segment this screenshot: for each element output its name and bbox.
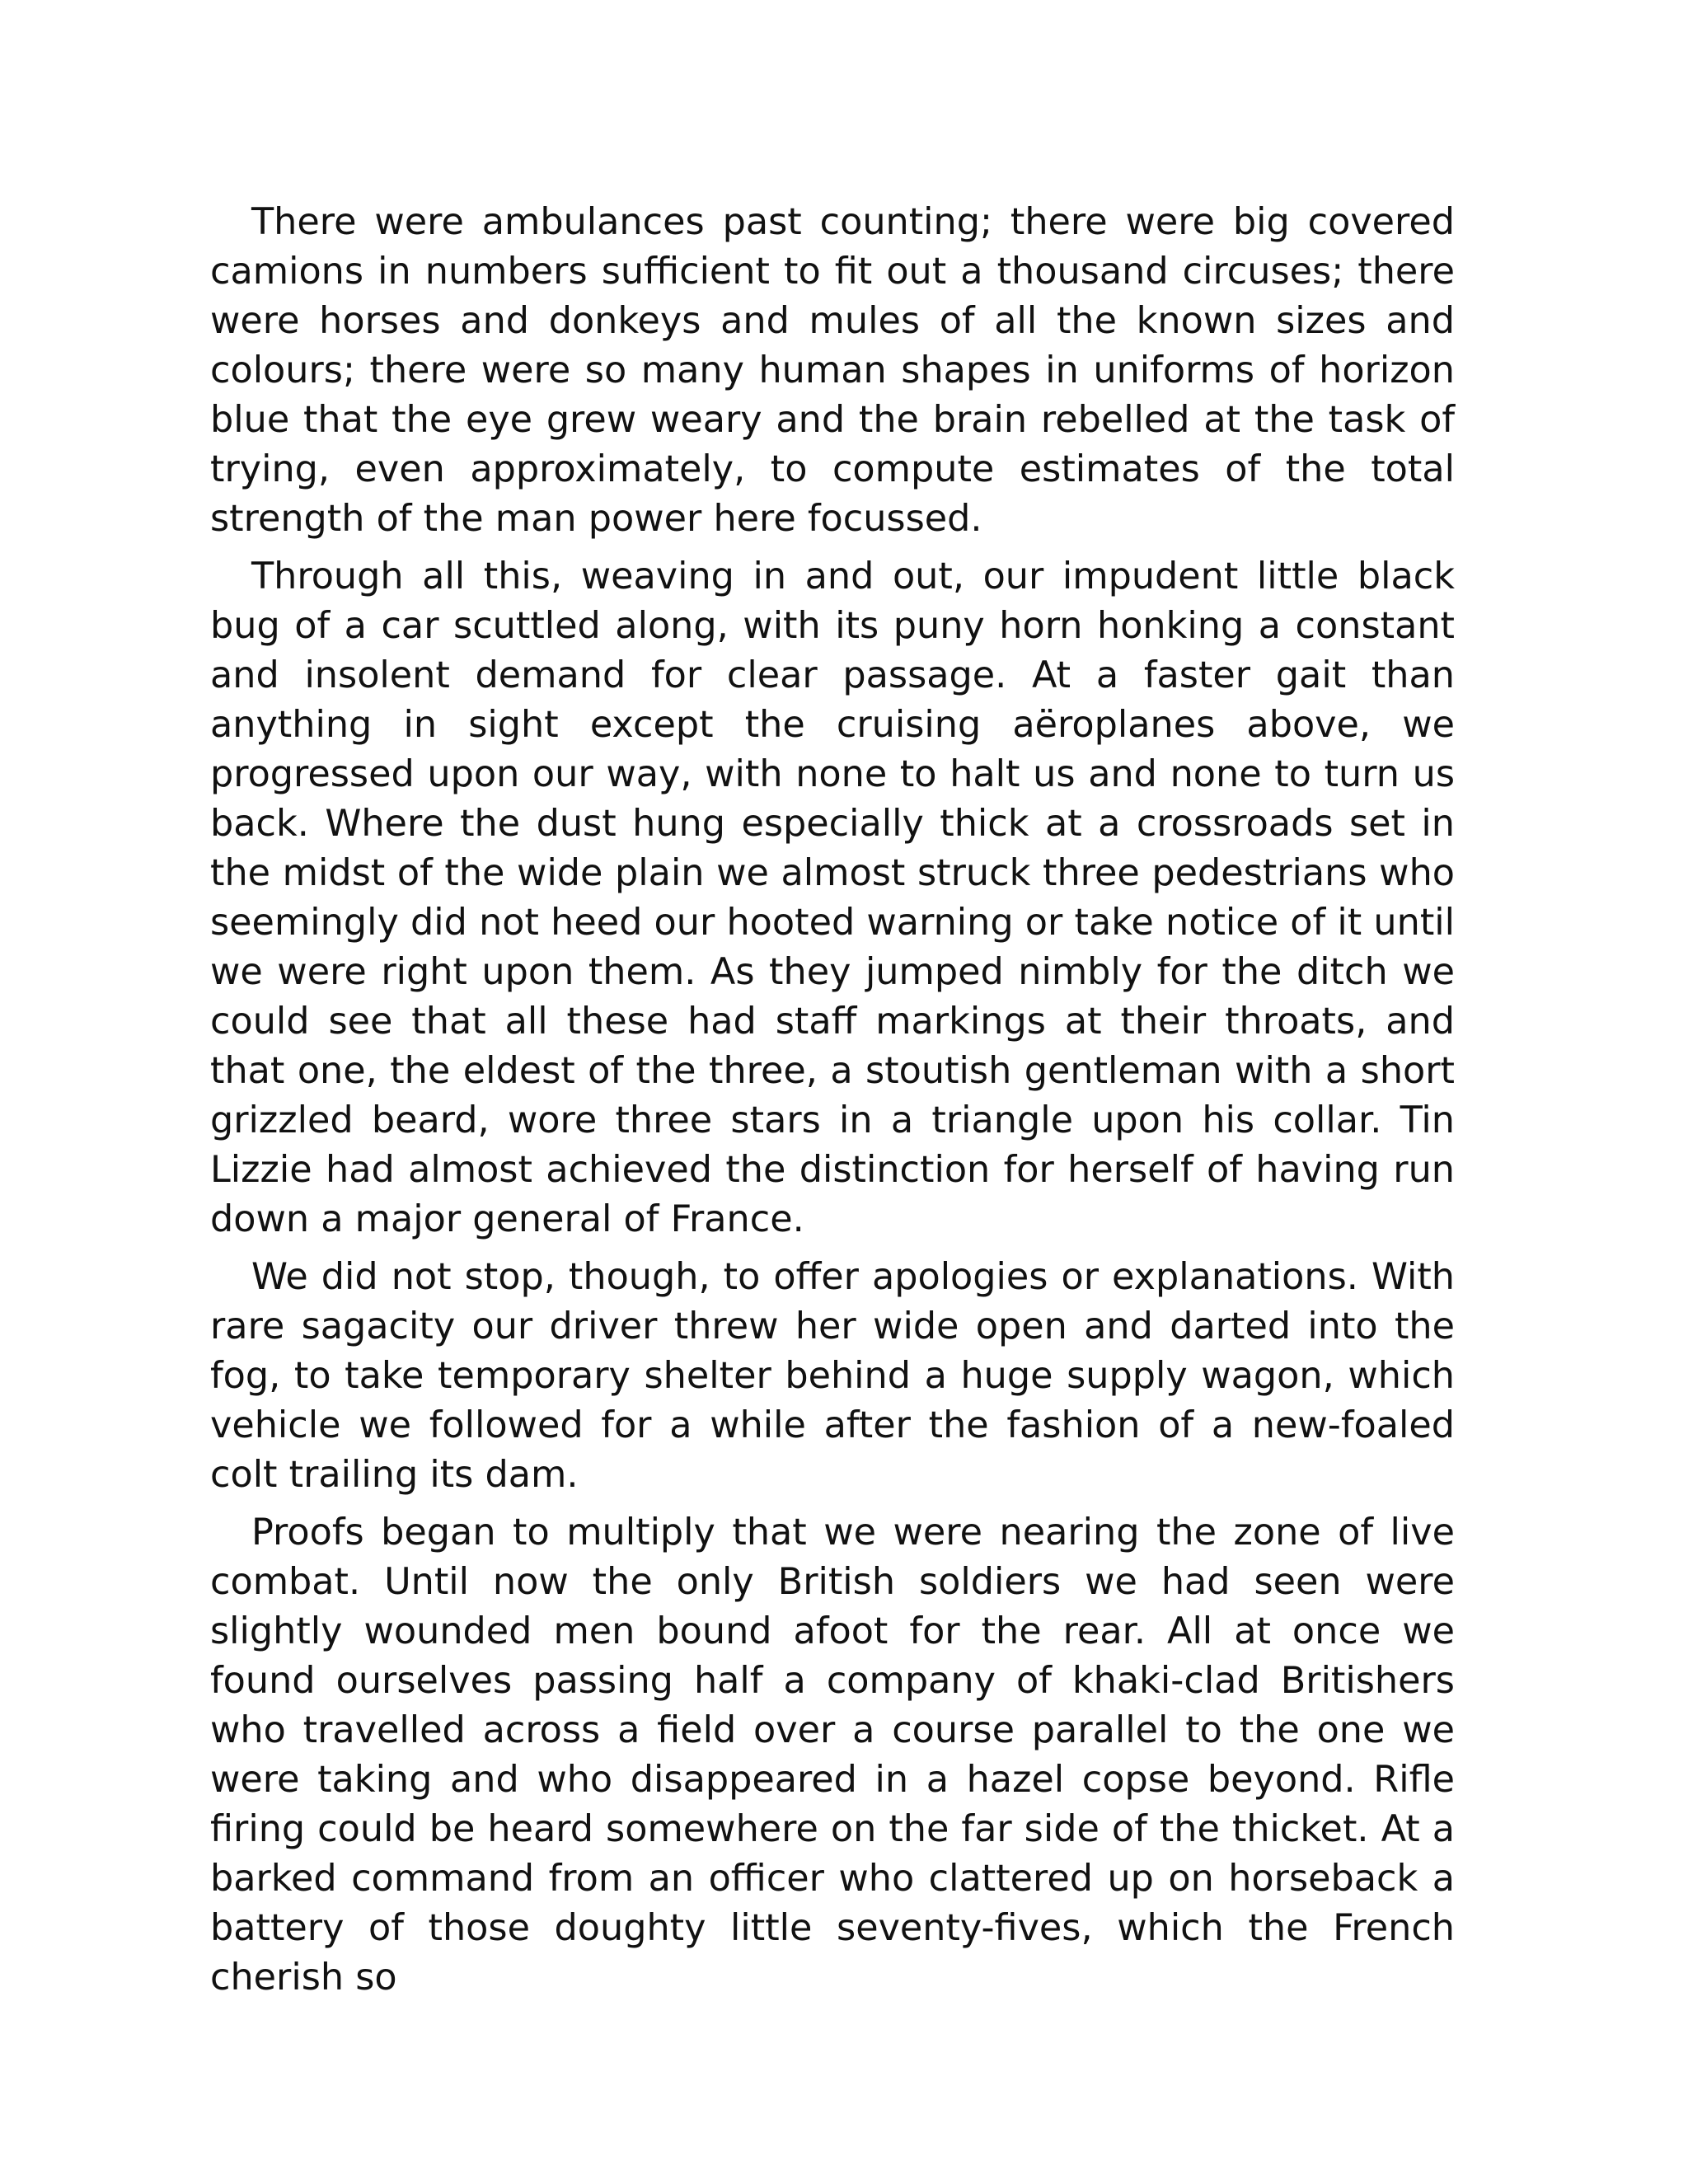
body-text: [210, 198, 1455, 2011]
paragraph-ambulances: There were ambulances past counting; there were big covered camions in numbers sufficient to fit out a thousand circuses; there were horses and donkeys and mules of all the known sizes and colours; there were so many human shapes in uniforms of horizon blue that the eye grew weary and the brain rebelled at the task of trying, even approximately, to compute estimates of the total strength of the man power here focussed.: [210, 201, 1455, 540]
paragraph-zone-of-combat: Proofs began to multiply that we were nearing the zone of live combat. Until now the only British soldiers we had seen were slightly wounded men bound afoot for the rear. All at once we found ourselves passing half a company of khaki-clad Britishers who travelled across a field over a course parallel to the one we were taking and who disappeared in a hazel copse beyond. Rifle firing could be heard somewhere on the far side of the thicket. At a barked command from an officer who clattered up on horseback a battery of those doughty little seventy-fives, which the French cherish so: [210, 1511, 1455, 1999]
paragraph-no-apologies: We did not stop, though, to offer apologies or explanations. With rare sagacity our driver threw her wide open and darted into the fog, to take temporary shelter behind a huge supply wagon, which vehicle we followed for a while after the fashion of a new-foaled colt trailing its dam.: [210, 1256, 1455, 1496]
paragraph-black-bug-car: Through all this, weaving in and out, our impudent little black bug of a car scuttled along, with its puny horn honking a constant and insolent demand for clear passage. At a faster gait than anything in sight except the cruising aëroplanes above, we progressed upon our way, with none to halt us and none to turn us back. Where the dust hung especially thick at a crossroads set in the midst of the wide plain we almost struck three pedestrians who seemingly did not heed our hooted warning or take notice of it until we were right upon them. As they jumped nimbly for the ditch we could see that all these had staff markings at their throats, and that one, the eldest of the three, a stoutish gentleman with a short grizzled beard, wore three stars in a triangle upon his collar. Tin Lizzie had almost achieved the distinction for herself of having run down a major general of France.: [210, 555, 1455, 1240]
